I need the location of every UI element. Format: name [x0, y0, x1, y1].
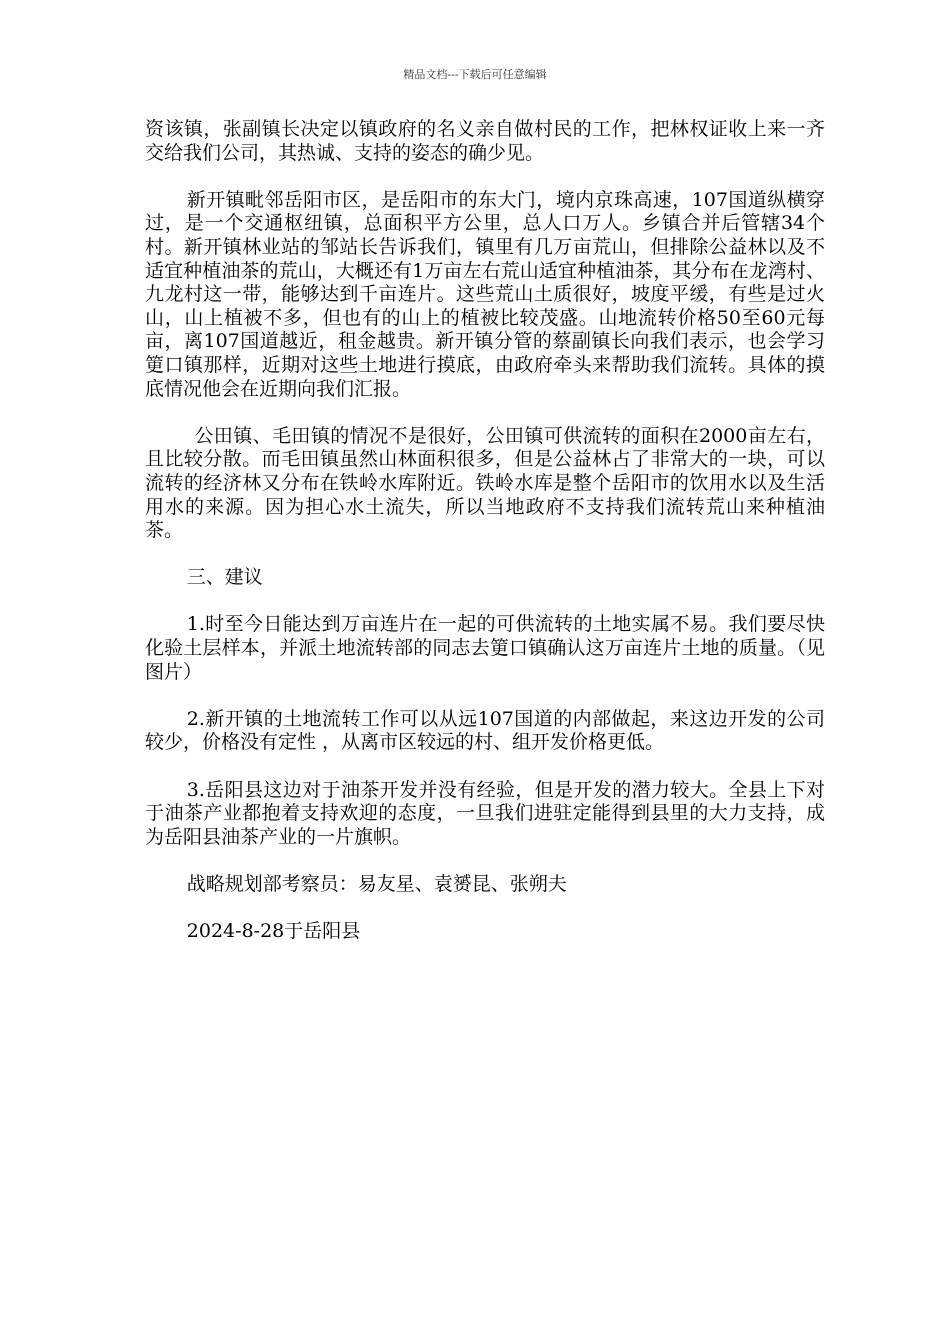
page-header: 精品文档---下载后可任意编辑: [403, 68, 547, 81]
date-place-line: 2024-8-28于岳阳县: [186, 920, 361, 943]
paragraph-gongtian-maotian: 公田镇、毛田镇的情况不是很好，公田镇可供流转的面积在2000亩左右，且比较分散。而毛田镇虽然山林面积很多，但是公益林占了非常大的一块，可以流转的经济林又分布在铁岭水库附近。铁岭水库是整个岳阳市的饮用水以及生活用水的来源。因为担心水土流失，所以当地政府不支持我们流转荒山来种植油茶。: [145, 424, 825, 542]
section-heading-suggestions: 三、建议: [186, 566, 263, 589]
paragraph-xinkai-town: 新开镇毗邻岳阳市区，是岳阳市的东大门，境内京珠高速，107国道纵横穿过，是一个交通枢纽镇，总面积平方公里，总人口万人。乡镇合并后管辖34个村。新开镇林业站的邹站长告诉我们，镇里有几万亩荒山，但排除公益林以及不适宜种植油茶的荒山，大概还有1万亩左右荒山适宜种植油茶，其分布在龙湾村、九龙村这一带，能够达到千亩连片。这些荒山土质很好，坡度平缓，有些是过火山，山上植被不多，但也有的山上的植被比较茂盛。山地流转价格50至60元每亩，离107国道越近，租金越贵。新开镇分管的蔡副镇长向我们表示，也会学习筻口镇那样，近期对这些土地进行摸底，由政府牵头来帮助我们流转。具体的摸底情况他会在近期向我们汇报。: [145, 188, 825, 400]
suggestion-item-3: 3.岳阳县这边对于油茶开发并没有经验，但是开发的潜力较大。全县上下对于油茶产业都抱着支持欢迎的态度，一旦我们进驻定能得到县里的大力支持，成为岳阳县油茶产业的一片旗帜。: [145, 778, 825, 848]
suggestion-item-1: 1.时至今日能达到万亩连片在一起的可供流转的土地实属不易。我们要尽快化验土层样本，并派土地流转部的同志去筻口镇确认这万亩连片土地的质量。（见图片）: [145, 613, 825, 683]
document-body: [145, 118, 825, 967]
suggestion-item-2: 2.新开镇的土地流转工作可以从远107国道的内部做起，来这边开发的公司较少，价格没有定性 ，从离市区较远的村、组开发价格更低。: [145, 707, 825, 754]
inspectors-line: 战略规划部考察员：易友星、袁赟昆、张朔夫: [186, 873, 567, 895]
paragraph-continuation: 资该镇，张副镇长决定以镇政府的名义亲自做村民的工作，把林权证收上来一齐交给我们公司，其热诚、支持的姿态的确少见。: [145, 118, 825, 164]
